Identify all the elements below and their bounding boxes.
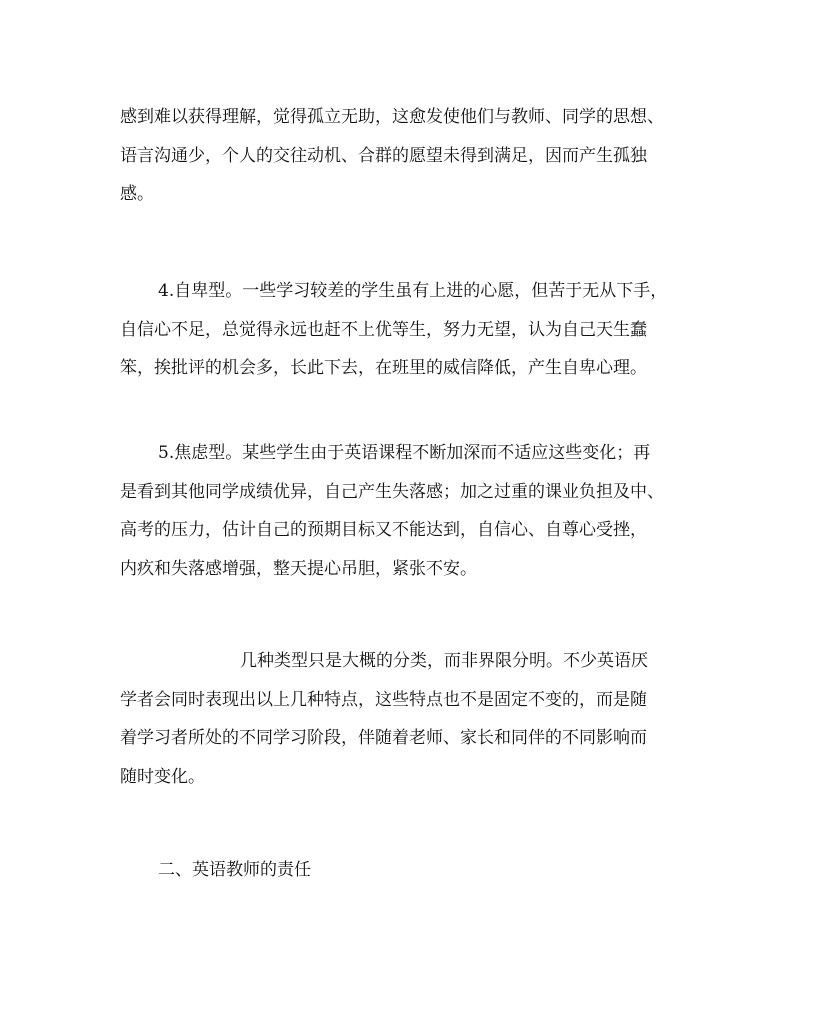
text-line: 着学习者所处的不同学习阶段，伴随着老师、家长和同伴的不同影响而 [120, 728, 647, 748]
text-line: 笨，挨批评的机会多，长此下去，在班里的威信降低，产生自卑心理。 [120, 358, 647, 378]
paragraph-anxiety-type [120, 434, 700, 588]
section-heading-teacher-responsibility [120, 851, 700, 890]
text-line: 几种类型只是大概的分类，而非界限分明。不少英语厌 [240, 651, 648, 671]
text-line: 5.焦虑型。某些学生由于英语课程不断加深而不适应这些变化；再 [158, 443, 651, 463]
text-line: 内疚和失落感增强，整天提心吊胆，紧张不安。 [120, 558, 477, 579]
text-line: 学者会同时表现出以上几种特点，这些特点也不是固定不变的，而是随 [120, 689, 647, 710]
text-line: 高考的压力，估计自己的预期目标又不能达到，自信心、自尊心受挫， [120, 520, 647, 540]
section-heading: 二、英语教师的责任 [158, 860, 311, 880]
text-line: 随时变化。 [120, 766, 205, 787]
paragraph-type-summary [120, 642, 700, 796]
text-line: 语言沟通少，个人的交往动机、合群的愿望未得到满足，因而产生孤独 [120, 145, 647, 166]
text-line: 4.自卑型。一些学习较差的学生虽有上进的心愿，但苦于无从下手， [158, 281, 668, 301]
paragraph-inferiority-type [120, 272, 700, 388]
text-line: 自信心不足，总觉得永远也赶不上优等生，努力无望，认为自己天生蠢 [120, 319, 647, 340]
text-line: 是看到其他同学成绩优异，自己产生失落感；加之过重的课业负担及中、 [120, 481, 664, 502]
paragraph-loneliness-continued [120, 98, 700, 214]
text-line: 感到难以获得理解，觉得孤立无助，这愈发使他们与教师、同学的思想、 [120, 107, 664, 127]
text-line: 感。 [120, 184, 154, 204]
